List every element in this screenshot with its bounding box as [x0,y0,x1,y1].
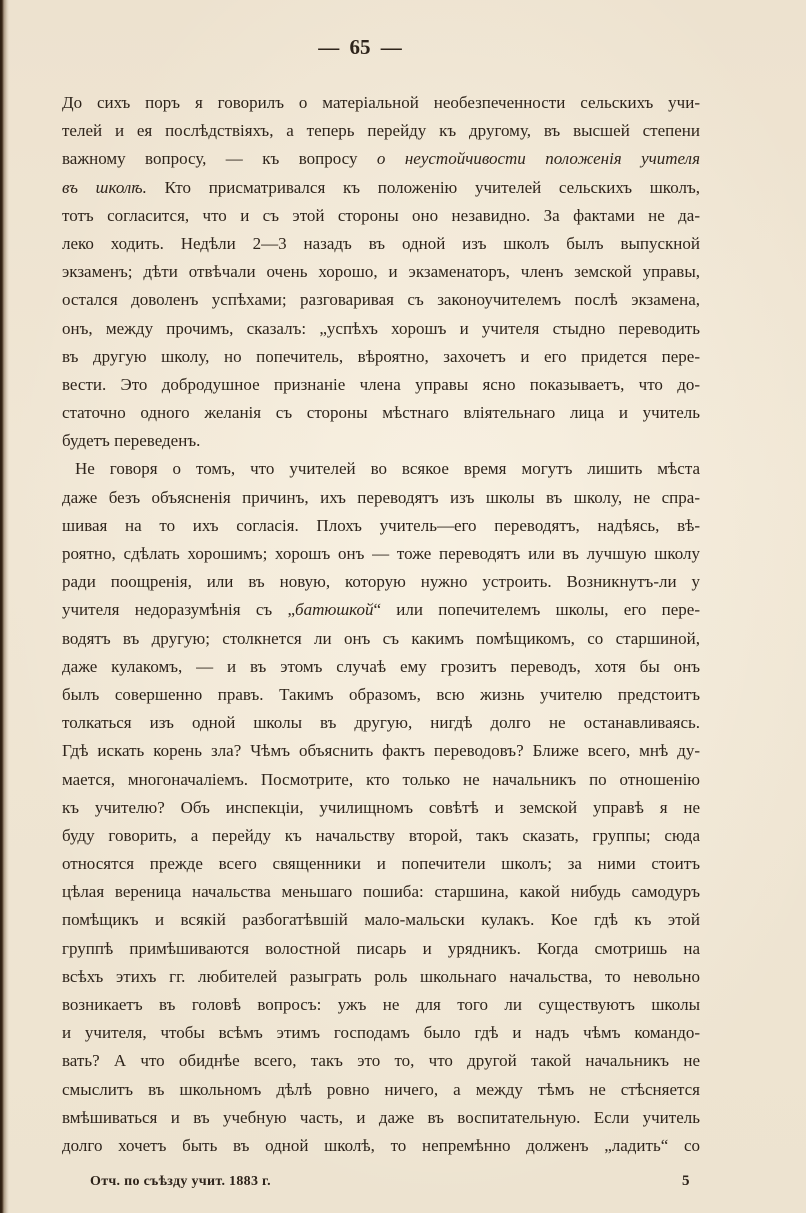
text-line [62,286,700,314]
text-segment: толкаться изъ одной школы въ другую, нигдѣ долго не останавливаясь. [62,713,700,733]
text-segment: въ другую школу, но попечитель, вѣроятно, захочетъ и его придется пере- [62,346,700,366]
italic-text-segment: въ школѣ. [62,177,147,197]
text-segment: роятно, сдѣлать хорошимъ; хорошъ онъ — тоже переводятъ или въ лучшую школу [62,544,700,563]
text-line [62,343,700,371]
text-line [62,1076,700,1104]
text-segment: долго хочетъ быть въ одной школѣ, то непремѣнно долженъ „ладить“ со [62,1135,700,1155]
page-number: — 65 — [318,35,402,59]
text-segment: къ учителю? Объ инспекціи, училищномъ совѣтѣ и земской управѣ я не [62,797,700,817]
text-line [62,455,700,483]
paragraph-1 [62,89,700,455]
text-line [62,737,700,765]
text-line [62,709,700,737]
text-segment: смыслитъ въ школьномъ дѣлѣ ровно ничего, а между тѣмъ не стѣсняется [62,1079,700,1099]
text-segment: вмѣшиваться и въ учебную часть, и даже въ воспитательную. Если учитель [62,1107,700,1127]
text-segment: мается, многоначаліемъ. Посмотрите, кто только не начальникъ по отношенію [62,769,700,789]
text-segment: важному вопросу, — къ вопросу [62,149,377,169]
text-segment: ради поощренія, или въ новую, которую нужно устроить. Возникнутъ-ли у [62,572,700,592]
text-line [62,963,700,991]
binding-edge [0,0,9,1213]
text-segment: леко ходить. Недѣли 2—3 назадъ въ одной изъ школъ былъ выпускной [62,233,700,253]
text-line [62,484,700,512]
text-line [62,991,700,1019]
text-segment: Гдѣ искать корень зла? Чѣмъ объяснить фактъ переводовъ? Ближе всего, мнѣ ду- [62,741,700,761]
sheet-number: 5 [682,1173,690,1189]
text-segment: даже безъ объясненія причинъ, ихъ переводятъ изъ школы въ школу, не спра- [62,487,700,507]
text-line [62,1104,700,1132]
text-segment: всѣхъ этихъ гг. любителей разыграть роль школьнаго начальства, то невольно [62,966,700,986]
text-segment: “ или попечителемъ школы, его пере- [373,600,700,620]
text-segment: шивая на то ихъ согласія. Плохъ учитель—его переводятъ, надѣясь, вѣ- [62,515,700,535]
text-line [62,202,700,230]
text-segment: буду говорить, а перейду къ начальству второй, такъ сказать, группы; сюда [62,825,700,845]
text-line [62,794,700,822]
text-segment: относятся прежде всего священники и попечители школъ; за ними стоитъ [62,854,700,874]
text-line [62,315,700,343]
text-line [62,1019,700,1047]
text-segment: цѣлая вереница начальства меньшаго пошиба: старшина, какой нибудь самодуръ [62,882,700,902]
text-line [62,230,700,258]
text-line [62,850,700,878]
italic-text-segment: о неустойчивости положенія учителя [376,149,700,169]
text-segment: и учителя, чтобы всѣмъ этимъ господамъ было гдѣ и надъ чѣмъ командо- [62,1023,700,1043]
text-line [62,427,700,455]
text-segment: даже кулакомъ, — и въ этомъ случаѣ ему грозитъ переводъ, хотя бы онъ [62,656,700,676]
text-line [62,766,700,794]
text-segment: Не говоря о томъ, что учителей во всякое время могутъ лишить мѣста [75,459,700,479]
text-line [62,822,700,850]
text-segment: Кто присматривался къ положенію учителей сельскихъ школъ, [146,177,700,197]
text-line [62,1047,700,1075]
text-line [62,89,700,117]
text-segment: статочно одного желанія съ стороны мѣстнаго вліятельнаго лица и учитель [62,403,700,423]
text-segment: экзаменъ; дѣти отвѣчали очень хорошо, и экзаменаторъ, членъ земской управы, [62,262,700,282]
text-line [62,1132,700,1160]
text-segment: помѣщикъ и всякій разбогатѣвшій мало-мальски кулакъ. Кое гдѣ къ этой [62,910,700,930]
text-line [62,258,700,286]
text-line [62,568,700,596]
text-line [62,878,700,906]
text-line [62,935,700,963]
text-line [62,681,700,709]
text-segment: тотъ согласится, что и съ этой стороны оно незавидно. За фактами не да- [62,205,700,225]
text-segment: будетъ переведенъ. [62,431,201,451]
text-line [62,540,700,568]
text-line [62,596,700,624]
text-line [62,653,700,681]
italic-text-segment: батюшкой [295,600,374,620]
text-segment: вать? А что обиднѣе всего, такъ это то, что другой такой начальникъ не [62,1051,700,1071]
text-line [62,625,700,653]
text-line [62,117,700,145]
text-segment: До сихъ поръ я говорилъ о матеріальной необезпеченности сельскихъ учи- [62,93,700,112]
text-segment: телей и ея послѣдствіяхъ, а теперь перейду къ другому, въ высшей степени [62,121,700,141]
text-segment: водятъ въ другую; столкнется ли онъ съ какимъ помѣщикомъ, со старшиной, [62,628,700,648]
text-segment: вести. Это добродушное признаніе члена управы ясно показываетъ, что до- [62,374,700,394]
text-segment: остался доволенъ успѣхами; разговаривая съ законоучителемъ послѣ экзамена, [62,290,700,310]
text-line [62,399,700,427]
body-text [62,89,700,1160]
text-segment: группѣ примѣшиваются волостной писарь и урядникъ. Когда смотришь на [62,938,700,958]
text-segment: онъ, между прочимъ, сказалъ: „успѣхъ хорошъ и учителя стыдно переводить [62,318,700,338]
text-line [62,174,700,202]
text-segment: былъ совершенно правъ. Такимъ образомъ, всю жизнь учителю предстоитъ [62,684,700,704]
text-line [62,145,700,173]
text-segment: учителя недоразумѣнія съ „ [62,600,296,620]
paragraph-2 [62,455,700,1160]
text-segment: возникаетъ въ головѣ вопросъ: ужъ не для того ли существуютъ школы [62,995,700,1014]
text-line [62,512,700,540]
footer-signature: Отч. по съѣзду учит. 1883 г. [90,1174,271,1189]
text-line [62,371,700,399]
text-line [62,906,700,934]
